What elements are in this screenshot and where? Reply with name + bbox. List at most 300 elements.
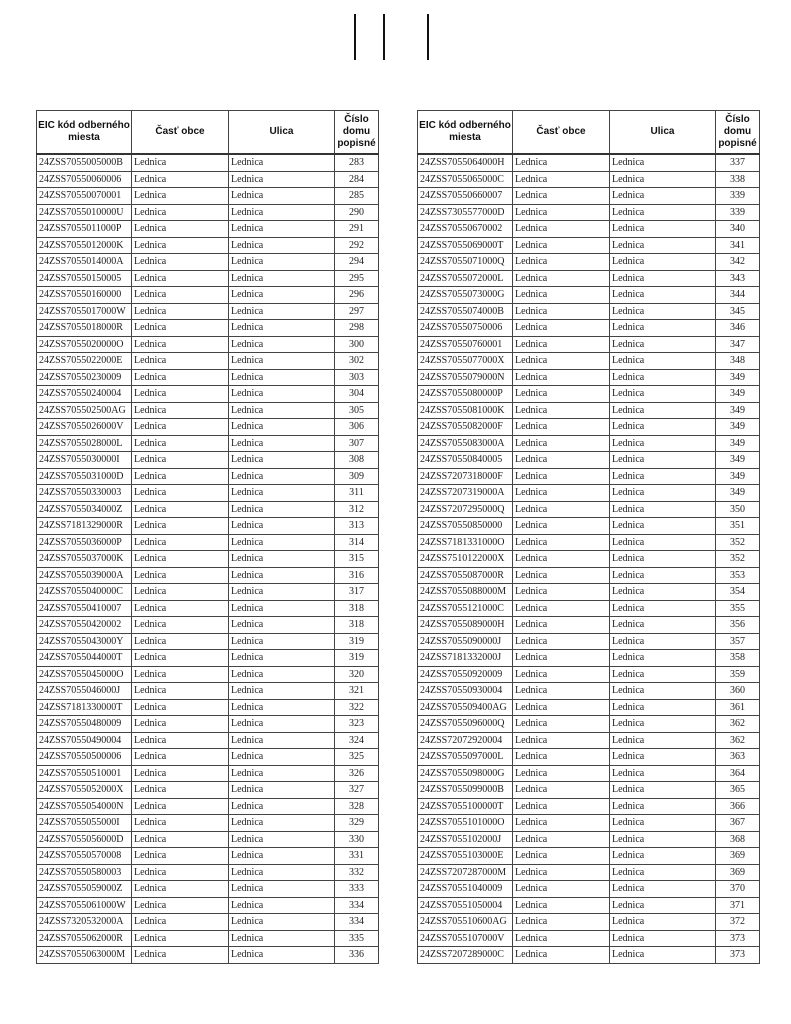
cast-obce-cell: Lednica [513,518,610,535]
eic-code-cell: 24ZSS7055014000A [37,254,132,271]
ulica-cell: Lednica [229,930,335,947]
eic-code-cell: 24ZSS7055022000E [37,353,132,370]
cislo-domu-cell: 349 [716,452,760,469]
cislo-domu-cell: 300 [335,336,379,353]
cislo-domu-cell: 329 [335,815,379,832]
table-row [418,501,760,518]
cast-obce-cell: Lednica [513,584,610,601]
cislo-domu-cell: 341 [716,237,760,254]
table-row [418,831,760,848]
cast-obce-cell: Lednica [513,171,610,188]
eic-code-cell: 24ZSS7055028000L [37,435,132,452]
ulica-cell: Lednica [610,468,716,485]
cast-obce-cell: Lednica [132,402,229,419]
cast-obce-cell: Lednica [132,336,229,353]
table-row [37,419,379,436]
table-row [37,699,379,716]
cislo-domu-cell: 369 [716,864,760,881]
eic-code-cell: 24ZSS7055101000O [418,815,513,832]
eic-code-cell: 24ZSS7320532000A [37,914,132,931]
column-header-cast-obce: Časť obce [513,111,610,155]
table-row [37,336,379,353]
eic-code-cell: 24ZSS7055065000C [418,171,513,188]
cast-obce-cell: Lednica [132,749,229,766]
cast-obce-cell: Lednica [132,848,229,865]
cislo-domu-cell: 353 [716,567,760,584]
cast-obce-cell: Lednica [513,435,610,452]
eic-code-cell: 24ZSS7055037000K [37,551,132,568]
table-row [37,831,379,848]
cislo-domu-cell: 355 [716,600,760,617]
eic-code-cell: 24ZSS7055097000L [418,749,513,766]
ulica-cell: Lednica [229,501,335,518]
ulica-cell: Lednica [229,897,335,914]
table-row [418,171,760,188]
cast-obce-cell: Lednica [132,617,229,634]
cislo-domu-cell: 317 [335,584,379,601]
ulica-cell: Lednica [229,716,335,733]
ulica-cell: Lednica [610,237,716,254]
eic-code-cell: 24ZSS72072920004 [418,732,513,749]
cast-obce-cell: Lednica [513,567,610,584]
cislo-domu-cell: 357 [716,633,760,650]
ulica-cell: Lednica [610,534,716,551]
cast-obce-cell: Lednica [132,765,229,782]
cislo-domu-cell: 333 [335,881,379,898]
eic-code-cell: 24ZSS70550480009 [37,716,132,733]
eic-code-cell: 24ZSS7055083000A [418,435,513,452]
eic-code-cell: 24ZSS70551050004 [418,897,513,914]
table-row [37,237,379,254]
cislo-domu-cell: 343 [716,270,760,287]
eic-code-cell: 24ZSS7055098000G [418,765,513,782]
cislo-domu-cell: 330 [335,831,379,848]
table-row [418,419,760,436]
cislo-domu-cell: 362 [716,732,760,749]
table-row [418,881,760,898]
cast-obce-cell: Lednica [513,419,610,436]
eic-code-cell: 24ZSS70550060006 [37,171,132,188]
cislo-domu-cell: 285 [335,188,379,205]
table-row [37,221,379,238]
cast-obce-cell: Lednica [513,732,610,749]
table-row [37,782,379,799]
table-row [37,749,379,766]
ulica-cell: Lednica [610,369,716,386]
ulica-cell: Lednica [229,254,335,271]
ulica-cell: Lednica [610,798,716,815]
cast-obce-cell: Lednica [513,947,610,964]
table-row [37,188,379,205]
table-row [37,650,379,667]
eic-code-cell: 24ZSS7055079000N [418,369,513,386]
ulica-cell: Lednica [229,468,335,485]
eic-code-cell: 24ZSS70550240004 [37,386,132,403]
ulica-cell: Lednica [610,848,716,865]
eic-code-cell: 24ZSS70550230009 [37,369,132,386]
cislo-domu-cell: 361 [716,699,760,716]
cislo-domu-cell: 349 [716,468,760,485]
eic-code-cell: 24ZSS705510600AG [418,914,513,931]
table-row [37,518,379,535]
table-row [37,353,379,370]
vertical-line-mark [354,14,356,60]
cislo-domu-cell: 320 [335,666,379,683]
ulica-cell: Lednica [229,435,335,452]
cislo-domu-cell: 368 [716,831,760,848]
table-row [37,534,379,551]
eic-code-cell: 24ZSS70550670002 [418,221,513,238]
eic-code-cell: 24ZSS70550750006 [418,320,513,337]
cast-obce-cell: Lednica [132,518,229,535]
ulica-cell: Lednica [610,485,716,502]
ulica-cell: Lednica [229,650,335,667]
cislo-domu-cell: 336 [335,947,379,964]
ulica-cell: Lednica [229,303,335,320]
cast-obce-cell: Lednica [132,154,229,171]
cast-obce-cell: Lednica [132,930,229,947]
header-row [418,111,760,155]
cast-obce-cell: Lednica [132,419,229,436]
table-row [418,848,760,865]
table-row [37,732,379,749]
table-row [37,683,379,700]
ulica-cell: Lednica [610,303,716,320]
ulica-cell: Lednica [229,221,335,238]
eic-code-cell: 24ZSS7055043000Y [37,633,132,650]
vertical-line-mark [383,14,385,60]
cast-obce-cell: Lednica [513,204,610,221]
ulica-cell: Lednica [610,336,716,353]
cislo-domu-cell: 321 [335,683,379,700]
cast-obce-cell: Lednica [513,485,610,502]
table-row [418,584,760,601]
table-row [37,452,379,469]
cast-obce-cell: Lednica [513,353,610,370]
ulica-cell: Lednica [229,154,335,171]
table-row [418,254,760,271]
cast-obce-cell: Lednica [513,386,610,403]
cast-obce-cell: Lednica [132,732,229,749]
eic-code-cell: 24ZSS70550760001 [418,336,513,353]
ulica-cell: Lednica [229,749,335,766]
cislo-domu-cell: 359 [716,666,760,683]
eic-code-cell: 24ZSS70550570008 [37,848,132,865]
cast-obce-cell: Lednica [513,600,610,617]
cast-obce-cell: Lednica [132,270,229,287]
cast-obce-cell: Lednica [513,650,610,667]
table-row [418,815,760,832]
ulica-cell: Lednica [610,501,716,518]
table-row [37,468,379,485]
eic-code-cell: 24ZSS7055039000A [37,567,132,584]
cast-obce-cell: Lednica [132,369,229,386]
ulica-cell: Lednica [229,848,335,865]
eic-code-cell: 24ZSS7055036000P [37,534,132,551]
table-row [418,551,760,568]
eic-code-cell: 24ZSS7055096000Q [418,716,513,733]
eic-code-cell: 24ZSS705509400AG [418,699,513,716]
ulica-cell: Lednica [610,584,716,601]
cislo-domu-cell: 360 [716,683,760,700]
column-header-eic: EIC kód odberného miesta [418,111,513,155]
cast-obce-cell: Lednica [132,798,229,815]
eic-code-cell: 24ZSS7055074000B [418,303,513,320]
cast-obce-cell: Lednica [132,303,229,320]
cislo-domu-cell: 302 [335,353,379,370]
table-row [37,303,379,320]
eic-code-cell: 24ZSS70550410007 [37,600,132,617]
cislo-domu-cell: 296 [335,287,379,304]
cislo-domu-cell: 298 [335,320,379,337]
cast-obce-cell: Lednica [132,897,229,914]
cast-obce-cell: Lednica [513,831,610,848]
ulica-cell: Lednica [610,683,716,700]
eic-code-cell: 24ZSS7305577000D [418,204,513,221]
ulica-cell: Lednica [610,221,716,238]
cislo-domu-cell: 318 [335,617,379,634]
table-row [418,468,760,485]
ulica-cell: Lednica [610,435,716,452]
table-row [37,617,379,634]
cislo-domu-cell: 370 [716,881,760,898]
table-row [37,666,379,683]
eic-code-cell: 24ZSS7055090000J [418,633,513,650]
eic-code-cell: 24ZSS7055100000T [418,798,513,815]
cast-obce-cell: Lednica [132,683,229,700]
ulica-cell: Lednica [610,930,716,947]
table-row [37,204,379,221]
cast-obce-cell: Lednica [513,402,610,419]
cast-obce-cell: Lednica [132,452,229,469]
cast-obce-cell: Lednica [132,386,229,403]
eic-code-cell: 24ZSS7055031000D [37,468,132,485]
table-row [418,270,760,287]
cislo-domu-cell: 315 [335,551,379,568]
cislo-domu-cell: 308 [335,452,379,469]
eic-code-cell: 24ZSS7207295000Q [418,501,513,518]
cast-obce-cell: Lednica [513,683,610,700]
ulica-cell: Lednica [610,402,716,419]
cislo-domu-cell: 305 [335,402,379,419]
table-row [37,633,379,650]
cislo-domu-cell: 373 [716,930,760,947]
cislo-domu-cell: 322 [335,699,379,716]
eic-code-cell: 24ZSS7055080000P [418,386,513,403]
column-header-ulica: Ulica [610,111,716,155]
cast-obce-cell: Lednica [132,320,229,337]
ulica-cell: Lednica [610,749,716,766]
ulica-cell: Lednica [610,254,716,271]
eic-code-cell: 24ZSS7510122000X [418,551,513,568]
vertical-line-mark [427,14,429,60]
cast-obce-cell: Lednica [132,501,229,518]
ulica-cell: Lednica [229,386,335,403]
table-row [418,303,760,320]
eic-code-cell: 24ZSS70550850000 [418,518,513,535]
cislo-domu-cell: 316 [335,567,379,584]
ulica-cell: Lednica [229,567,335,584]
table-row [37,930,379,947]
ulica-cell: Lednica [610,716,716,733]
eic-code-cell: 24ZSS7055030000I [37,452,132,469]
table-row [37,914,379,931]
cislo-domu-cell: 334 [335,897,379,914]
eic-code-cell: 24ZSS7055064000H [418,154,513,171]
cast-obce-cell: Lednica [132,188,229,205]
cast-obce-cell: Lednica [132,584,229,601]
cislo-domu-cell: 349 [716,402,760,419]
cislo-domu-cell: 348 [716,353,760,370]
eic-code-cell: 24ZSS7055061000W [37,897,132,914]
ulica-cell: Lednica [610,633,716,650]
eic-code-cell: 24ZSS70550930004 [418,683,513,700]
eic-code-cell: 24ZSS7181329000R [37,518,132,535]
table-row [37,848,379,865]
column-header-cislo-domu: Číslo domu popisné [335,111,379,155]
cast-obce-cell: Lednica [132,881,229,898]
ulica-cell: Lednica [229,485,335,502]
right-table-body [418,154,760,963]
cislo-domu-cell: 364 [716,765,760,782]
cislo-domu-cell: 304 [335,386,379,403]
ulica-cell: Lednica [610,551,716,568]
eic-code-cell: 24ZSS7055089000H [418,617,513,634]
ulica-cell: Lednica [229,584,335,601]
ulica-cell: Lednica [229,534,335,551]
eic-code-cell: 24ZSS70550580003 [37,864,132,881]
cislo-domu-cell: 363 [716,749,760,766]
ulica-cell: Lednica [610,897,716,914]
ulica-cell: Lednica [229,699,335,716]
ulica-cell: Lednica [229,353,335,370]
cast-obce-cell: Lednica [132,864,229,881]
cislo-domu-cell: 284 [335,171,379,188]
cast-obce-cell: Lednica [132,254,229,271]
cast-obce-cell: Lednica [513,154,610,171]
cislo-domu-cell: 331 [335,848,379,865]
cast-obce-cell: Lednica [513,303,610,320]
ulica-cell: Lednica [610,419,716,436]
cislo-domu-cell: 292 [335,237,379,254]
cast-obce-cell: Lednica [132,221,229,238]
cast-obce-cell: Lednica [513,534,610,551]
table-row [418,699,760,716]
cast-obce-cell: Lednica [132,914,229,931]
cislo-domu-cell: 352 [716,551,760,568]
ulica-cell: Lednica [229,914,335,931]
table-row [418,567,760,584]
cast-obce-cell: Lednica [132,237,229,254]
cislo-domu-cell: 354 [716,584,760,601]
ulica-cell: Lednica [229,270,335,287]
table-row [418,749,760,766]
table-row [418,765,760,782]
ulica-cell: Lednica [610,831,716,848]
table-row [418,666,760,683]
eic-code-cell: 24ZSS7181332000J [418,650,513,667]
ulica-cell: Lednica [229,633,335,650]
cislo-domu-cell: 349 [716,435,760,452]
ulica-cell: Lednica [610,765,716,782]
left-table-body [37,154,379,963]
eic-code-cell: 24ZSS70550500006 [37,749,132,766]
table-row [37,320,379,337]
table-row [418,452,760,469]
ulica-cell: Lednica [229,683,335,700]
table-row [37,864,379,881]
eic-code-cell: 24ZSS7181331000O [418,534,513,551]
cislo-domu-cell: 303 [335,369,379,386]
table-row [418,369,760,386]
cislo-domu-cell: 290 [335,204,379,221]
eic-code-cell: 24ZSS7055026000V [37,419,132,436]
ulica-cell: Lednica [610,815,716,832]
cast-obce-cell: Lednica [513,765,610,782]
table-row [37,501,379,518]
table-row [418,485,760,502]
column-header-eic: EIC kód odberného miesta [37,111,132,155]
cislo-domu-cell: 283 [335,154,379,171]
cislo-domu-cell: 306 [335,419,379,436]
cislo-domu-cell: 369 [716,848,760,865]
eic-code-cell: 24ZSS7055056000D [37,831,132,848]
eic-code-cell: 24ZSS7055063000M [37,947,132,964]
column-header-cislo-domu: Číslo domu popisné [716,111,760,155]
ulica-cell: Lednica [610,567,716,584]
eic-code-cell: 24ZSS7055045000O [37,666,132,683]
ulica-cell: Lednica [229,237,335,254]
table-row [37,765,379,782]
cislo-domu-cell: 349 [716,386,760,403]
cast-obce-cell: Lednica [513,270,610,287]
cast-obce-cell: Lednica [132,353,229,370]
table-row [37,584,379,601]
cast-obce-cell: Lednica [132,831,229,848]
ulica-cell: Lednica [229,551,335,568]
eic-code-cell: 24ZSS7055012000K [37,237,132,254]
cislo-domu-cell: 349 [716,485,760,502]
cast-obce-cell: Lednica [132,287,229,304]
table-row [418,353,760,370]
cislo-domu-cell: 327 [335,782,379,799]
cast-obce-cell: Lednica [132,633,229,650]
cast-obce-cell: Lednica [132,815,229,832]
cast-obce-cell: Lednica [513,369,610,386]
cast-obce-cell: Lednica [513,848,610,865]
ulica-cell: Lednica [610,650,716,667]
table-row [418,782,760,799]
right-table [417,110,760,964]
table-row [37,254,379,271]
eic-code-cell: 24ZSS7055018000R [37,320,132,337]
cislo-domu-cell: 347 [716,336,760,353]
ulica-cell: Lednica [229,419,335,436]
cast-obce-cell: Lednica [513,716,610,733]
eic-code-cell: 24ZSS7055020000O [37,336,132,353]
ulica-cell: Lednica [229,600,335,617]
cast-obce-cell: Lednica [513,633,610,650]
cast-obce-cell: Lednica [132,171,229,188]
cislo-domu-cell: 295 [335,270,379,287]
eic-code-cell: 24ZSS7055054000N [37,798,132,815]
ulica-cell: Lednica [610,188,716,205]
eic-code-cell: 24ZSS70550330003 [37,485,132,502]
cast-obce-cell: Lednica [132,650,229,667]
table-row [418,204,760,221]
cast-obce-cell: Lednica [513,320,610,337]
table-row [418,237,760,254]
